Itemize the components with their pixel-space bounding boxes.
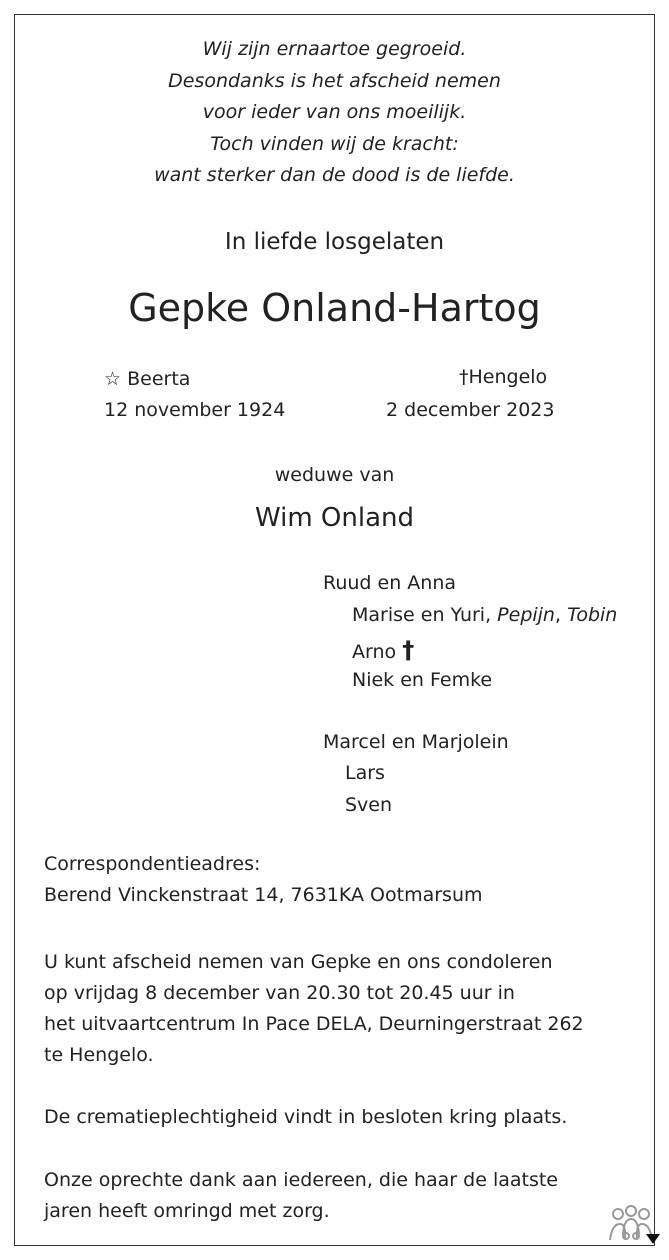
farewell-line-4: te Hengelo. <box>44 1044 154 1066</box>
family-g2-child-2: Sven <box>345 794 393 816</box>
spouse-intro: weduwe van <box>274 464 395 486</box>
death-place-line <box>459 366 547 388</box>
child-names: Marise en Yuri, <box>352 604 498 626</box>
family-g1-child-2 <box>352 636 414 664</box>
death-date: 2 december 2023 <box>386 399 555 421</box>
farewell-line-3: het uitvaartcentrum In Pace DELA, Deurningerstraat 262 <box>44 1013 584 1035</box>
intro-heading: In liefde losgelaten <box>224 229 445 255</box>
family-group-2: Marcel en Marjolein <box>323 731 509 753</box>
family-g1-child-1 <box>352 604 617 626</box>
family-g2-child-1: Lars <box>345 762 385 784</box>
birth-place-line <box>104 368 190 390</box>
deceased-name: Gepke Onland-Hartog <box>128 286 541 330</box>
dagger-icon: † <box>459 366 469 388</box>
star-icon: ☆ <box>104 368 122 390</box>
grandchild-name: Pepijn <box>497 604 555 626</box>
family-group-1: Ruud en Anna <box>323 572 457 594</box>
scroll-down-arrow-icon[interactable] <box>646 1234 660 1244</box>
correspondence-block <box>44 849 483 911</box>
poem-line-1: Wij zijn ernaartoe gegroeid. <box>202 38 467 60</box>
child-name: Arno <box>352 641 397 663</box>
family-g1-child-3: Niek en Femke <box>352 669 493 691</box>
thanks-block <box>44 1165 558 1227</box>
thanks-line-2: jaren heeft omringd met zorg. <box>44 1200 330 1222</box>
death-place: Hengelo <box>468 366 548 388</box>
poem-line-4: Toch vinden wij de kracht: <box>210 132 459 155</box>
poem-line-3: voor ieder van ons moeilijk. <box>202 101 467 123</box>
cross-icon: † <box>402 636 415 664</box>
thanks-line-1: Onze oprechte dank aan iedereen, die haar de laatste <box>44 1169 558 1191</box>
poem-line-5: want sterker dan de dood is de liefde. <box>154 164 515 186</box>
cremation-text: De crematieplechtigheid vindt in besloten kring plaats. <box>44 1106 568 1128</box>
separator: , <box>554 604 568 626</box>
birth-place: Beerta <box>127 368 191 390</box>
farewell-line-2: op vrijdag 8 december van 20.30 tot 20.45 uur in <box>44 982 515 1004</box>
birth-date: 12 november 1924 <box>104 399 286 421</box>
grandchild-name: Tobin <box>567 604 618 626</box>
spouse-name: Wim Onland <box>254 503 415 533</box>
farewell-block <box>44 947 584 1071</box>
correspondence-address: Berend Vinckenstraat 14, 7631KA Ootmarsum <box>44 884 483 906</box>
poem-line-2: Desondanks is het afscheid nemen <box>168 69 501 92</box>
correspondence-label: Correspondentieadres: <box>44 853 261 875</box>
poem <box>0 34 669 192</box>
farewell-line-1: U kunt afscheid nemen van Gepke en ons condoleren <box>44 951 553 973</box>
